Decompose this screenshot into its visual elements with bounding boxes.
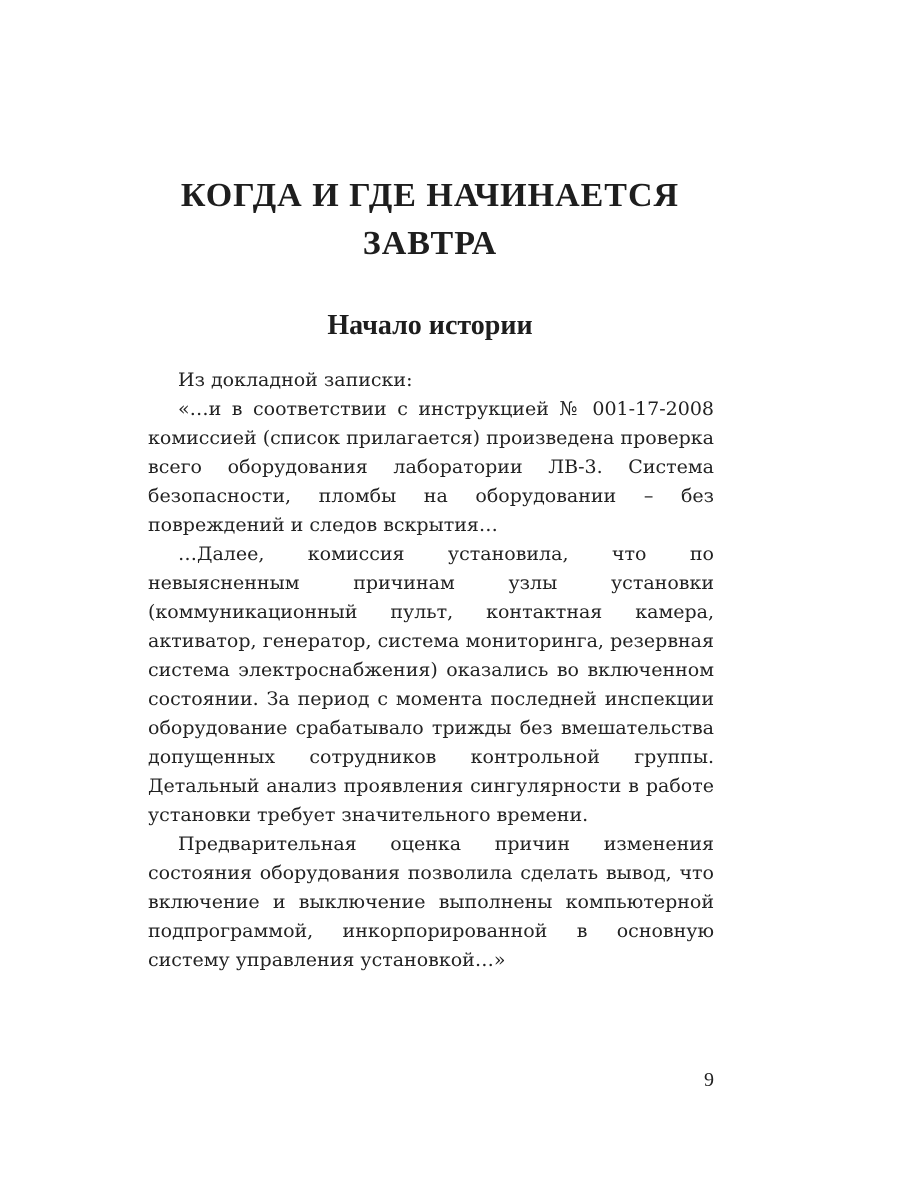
paragraph-findings: …Далее, комиссия установила, что по невыясненным причинам узлы установки (коммуникационный пульт, контактная камера, активатор, генератор, система мониторинга, резервная система электроснабжения) оказались во включенном состоянии. За период с момента последней инспекции оборудование срабатывало трижды без вмешательства допущенных сотрудников контрольной группы. Детальный анализ проявления сингулярности в работе установки требует значительного времени.: [148, 543, 714, 826]
paragraph-conclusion: Предварительная оценка причин изменения состояния оборудования позволила сделать вывод, что включение и выключение выполнены компьютерной подпрограммой, инкорпорированной в основную систему управления установкой…»: [148, 833, 714, 971]
paragraph-inspection: «…и в соответствии с инструкцией № 001-17-2008 комиссией (список прилагается) произведена проверка всего оборудования лаборатории ЛВ-3. Система безопасности, пломбы на оборудовании – без повреждений и следов вскрытия…: [148, 398, 714, 536]
page-number: 9: [704, 1069, 714, 1091]
chapter-title-line-1: КОГДА И ГДЕ НАЧИНАЕТСЯ: [180, 177, 680, 214]
body-text: [148, 366, 714, 975]
section-title: Начало истории: [327, 310, 533, 341]
chapter-title-line-2: ЗАВТРА: [362, 225, 498, 262]
chapter-title: [150, 172, 710, 268]
paragraph-intro: Из докладной записки:: [178, 369, 413, 391]
